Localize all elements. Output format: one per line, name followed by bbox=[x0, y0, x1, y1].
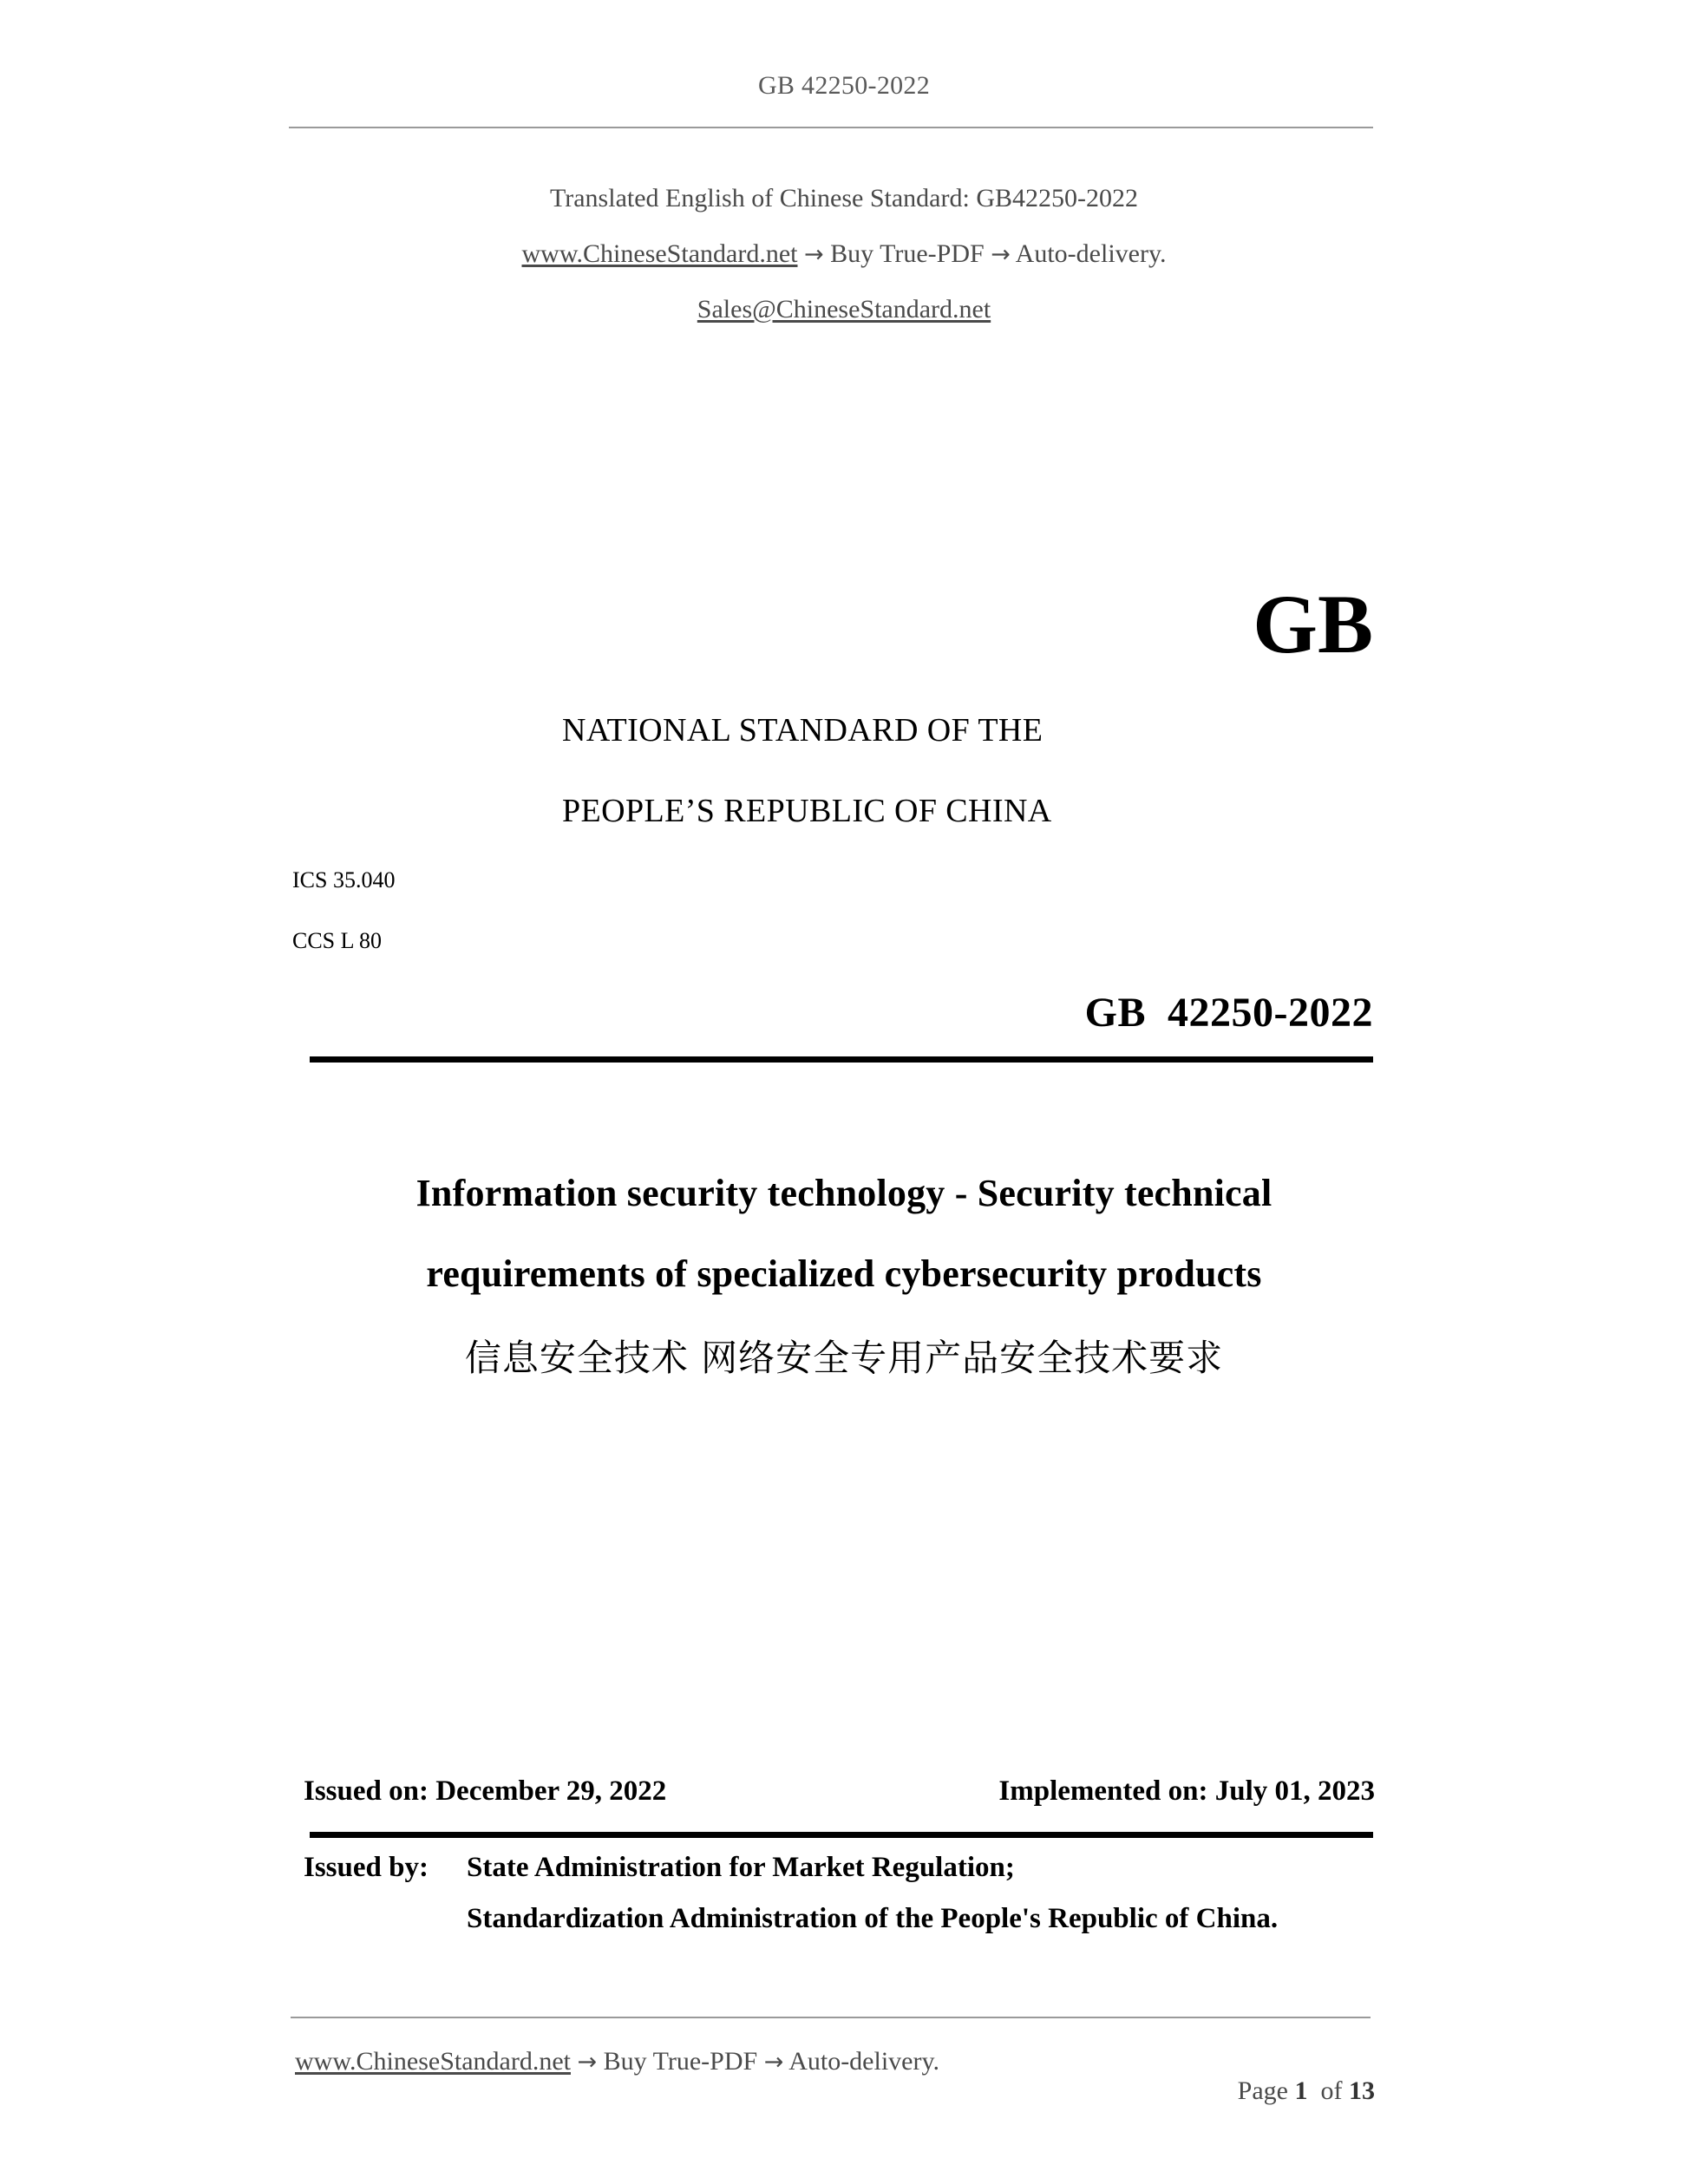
website-link[interactable]: www.ChineseStandard.net bbox=[521, 239, 798, 268]
issued-on-date: Issued on: December 29, 2022 bbox=[304, 1775, 667, 1807]
arrow-icon: → bbox=[991, 241, 1011, 268]
page-indicator bbox=[1199, 2047, 1375, 2135]
issued-by-label-spacer bbox=[304, 1903, 467, 1935]
ccs-code: CCS L 80 bbox=[292, 928, 383, 953]
issued-by-row-1 bbox=[304, 1852, 1375, 1884]
title-english-line-2: requirements of specialized cybersecurity products bbox=[426, 1252, 1262, 1295]
page-number: 1 bbox=[1294, 2076, 1308, 2105]
running-header: GB 42250-2022 bbox=[757, 71, 931, 100]
arrow-icon: → bbox=[577, 2049, 598, 2076]
page-total: 13 bbox=[1349, 2076, 1375, 2105]
page-footer bbox=[295, 2047, 1375, 2135]
issuance-rule bbox=[310, 1832, 1373, 1838]
buy-label: Buy True-PDF bbox=[830, 239, 985, 268]
of-word: of bbox=[1320, 2076, 1343, 2105]
gb-emblem: GB bbox=[1253, 578, 1373, 670]
footer-website-link[interactable]: www.ChineseStandard.net bbox=[295, 2047, 571, 2076]
purchase-line bbox=[0, 239, 1688, 269]
footer-divider bbox=[291, 2017, 1371, 2018]
translation-notice: Translated English of Chinese Standard: GB42250-2022 bbox=[549, 184, 1138, 213]
ics-code: ICS 35.040 bbox=[292, 867, 396, 893]
email-link[interactable]: Sales@ChineseStandard.net bbox=[697, 295, 991, 324]
title-english-line-1: Information security technology - Security technical bbox=[415, 1172, 1273, 1214]
issuance-dates bbox=[304, 1775, 1375, 1808]
issued-by-block bbox=[304, 1852, 1375, 1954]
implemented-on-date: Implemented on: July 01, 2023 bbox=[998, 1775, 1375, 1807]
arrow-icon: → bbox=[763, 2049, 784, 2076]
issued-by-label: Issued by: bbox=[304, 1852, 429, 1883]
title-chinese: 信息安全技术 网络安全专用产品安全技术要求 bbox=[464, 1337, 1224, 1379]
header-divider bbox=[289, 127, 1373, 128]
authority-line-2: PEOPLE’S REPUBLIC OF CHINA bbox=[562, 793, 1052, 829]
delivery-label: Auto-delivery. bbox=[1015, 239, 1167, 268]
title-top-rule bbox=[310, 1056, 1373, 1063]
arrow-icon: → bbox=[803, 241, 824, 268]
standard-number: GB 42250-2022 bbox=[1084, 990, 1373, 1036]
issuer-name-1: State Administration for Market Regulation; bbox=[467, 1852, 1015, 1883]
page-word: Page bbox=[1237, 2076, 1288, 2105]
footer-delivery-label: Auto-delivery. bbox=[788, 2047, 940, 2076]
authority-line-1: NATIONAL STANDARD OF THE bbox=[562, 712, 1044, 749]
footer-purchase-line bbox=[295, 2047, 939, 2076]
issuer-name-2: Standardization Administration of the People's Republic of China. bbox=[467, 1903, 1279, 1934]
footer-buy-label: Buy True-PDF bbox=[603, 2047, 758, 2076]
issued-by-row-2 bbox=[304, 1903, 1375, 1935]
contact-email-line bbox=[0, 295, 1688, 324]
